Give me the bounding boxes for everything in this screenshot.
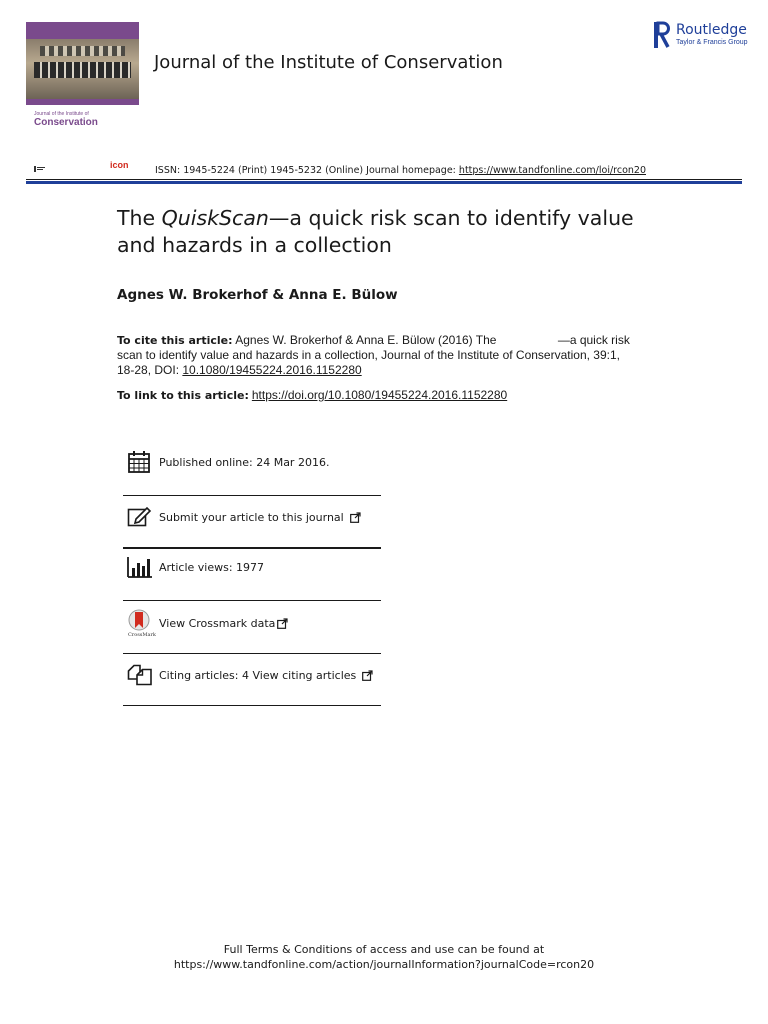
- crossmark-row[interactable]: [123, 603, 381, 643]
- link-block: [117, 388, 507, 402]
- terms-line: Full Terms & Conditions of access and use can be found at: [223, 943, 545, 956]
- cover-caption: Journal of the Institute of: [34, 111, 89, 117]
- cover-photo-shelf: [40, 46, 125, 56]
- citing-articles-link[interactable]: Citing articles: 4 View citing articles: [159, 668, 357, 682]
- calendar-icon: [127, 449, 157, 475]
- submit-article-link[interactable]: Submit your article to this journal: [159, 510, 344, 524]
- icon-logo-text: icon: [110, 160, 129, 170]
- crossmark-icon: [127, 610, 157, 636]
- crossmark-link[interactable]: View Crossmark data: [159, 616, 276, 630]
- title-italic: QuiskScan: [161, 206, 269, 230]
- published-row: [123, 442, 381, 482]
- routledge-r-icon: [654, 22, 669, 48]
- article-views-count: Article views: 1977: [159, 560, 265, 574]
- bar-chart-icon: [127, 554, 157, 580]
- cite-label: To cite this article:: [117, 334, 233, 347]
- title-prefix: The: [117, 206, 162, 230]
- external-link-icon: [350, 512, 361, 523]
- publisher-subtitle: Taylor & Francis Group: [676, 39, 748, 46]
- published-date: Published online: 24 Mar 2016.: [159, 455, 330, 469]
- title-rest: —a quick risk scan to identify value and hazards in a collection: [117, 206, 634, 257]
- cite-doi-link[interactable]: 10.1080/19455224.2016.1152280: [182, 363, 362, 377]
- header-divider: [26, 179, 742, 180]
- article-title: [117, 205, 677, 259]
- cover-photo-shelf: [34, 62, 131, 78]
- info-divider: [123, 653, 381, 654]
- link-label: To link to this article:: [117, 389, 249, 402]
- icon-institute-logo: [92, 160, 136, 174]
- cover-brand: Conservation: [34, 117, 98, 128]
- routledge-small-logo: [34, 166, 46, 173]
- journal-homepage-link[interactable]: https://www.tandfonline.com/loi/rcon20: [458, 165, 646, 176]
- issn-text: ISSN: 1945-5224 (Print) 1945-5232 (Online) Journal homepage:: [155, 165, 459, 176]
- terms-footer: [0, 942, 768, 972]
- journal-title: Journal of the Institute of Conservation: [154, 52, 503, 73]
- info-divider: [123, 495, 381, 496]
- citing-articles-row[interactable]: [123, 655, 381, 695]
- svg-text:CrossMark: CrossMark: [128, 632, 156, 638]
- external-link-icon: [277, 618, 288, 629]
- terms-url-link[interactable]: https://www.tandfonline.com/action/journalInformation?journalCode=rcon20: [173, 958, 595, 971]
- routledge-small-icon: [34, 166, 46, 172]
- edit-icon: [127, 504, 157, 530]
- journal-cover-image: [26, 22, 139, 105]
- article-views-row: [123, 547, 381, 587]
- header-divider-blue: [26, 181, 742, 184]
- cite-text-2: —a quick risk scan to identify value and hazards in a collection, Journal of the Institute of Conservation, 39:1, 18-28, DOI:: [117, 333, 630, 377]
- submit-article-row[interactable]: [123, 497, 381, 537]
- citation-block: [117, 333, 637, 378]
- article-doi-link[interactable]: https://doi.org/10.1080/19455224.2016.1152280: [251, 388, 508, 402]
- external-link-icon: [362, 670, 373, 681]
- citing-documents-icon: [127, 662, 157, 688]
- issn-line: [155, 165, 646, 176]
- cite-text-1: Agnes W. Brokerhof & Anna E. Bülow (2016) The: [232, 333, 500, 347]
- info-divider: [123, 705, 381, 706]
- article-authors: Agnes W. Brokerhof & Anna E. Bülow: [117, 287, 398, 303]
- publisher-name: Routledge: [676, 22, 747, 38]
- info-divider: [123, 600, 381, 601]
